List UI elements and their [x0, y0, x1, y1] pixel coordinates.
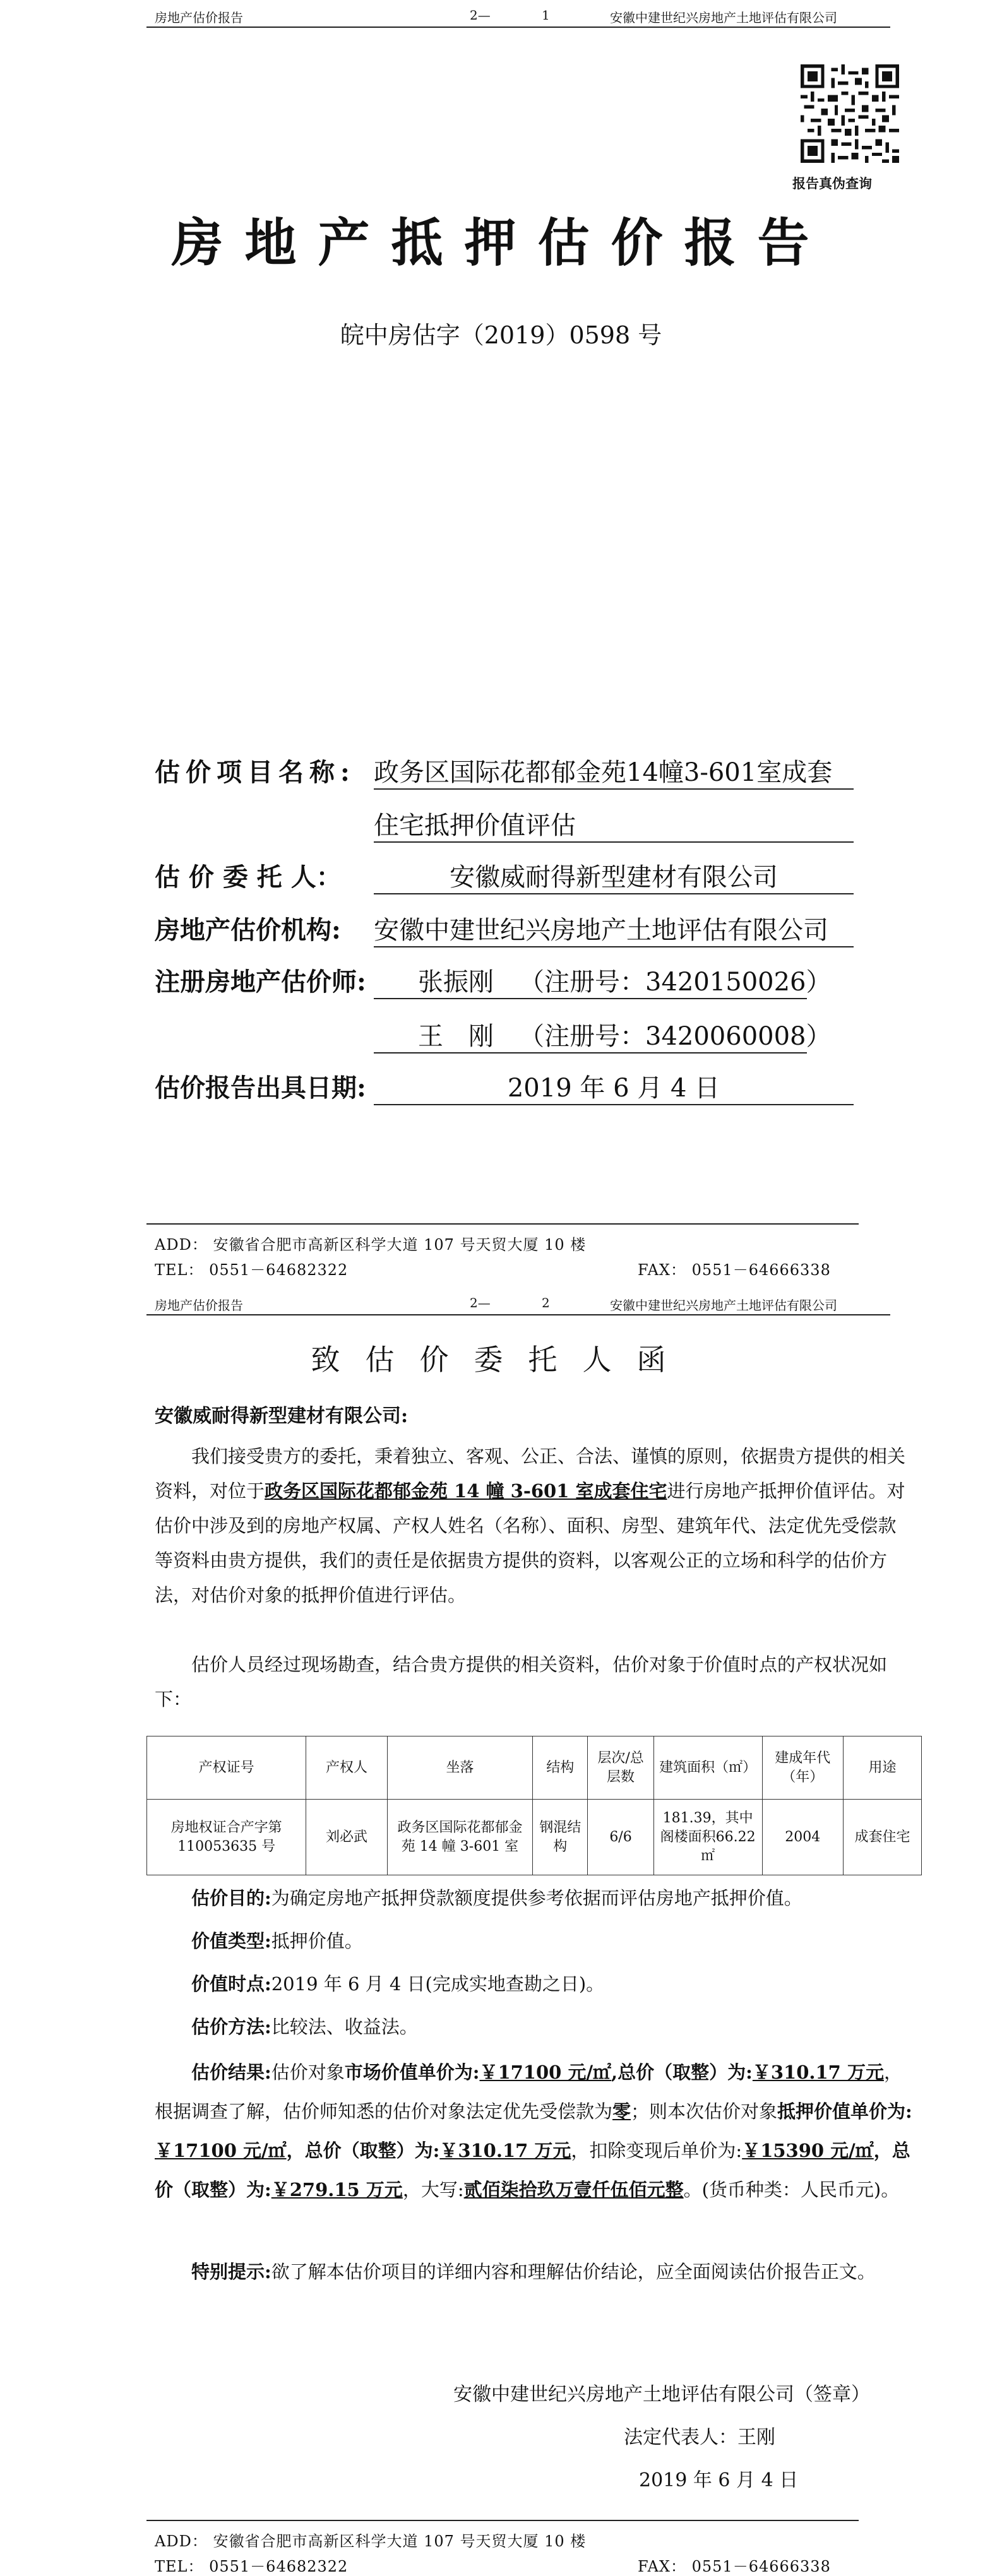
agency-label-row: [155, 910, 341, 946]
result-text: 抵押价值单价为:: [777, 2101, 912, 2122]
appraiser2-name: 王 刚: [418, 1022, 494, 1051]
date-value: 2019 年 6 月 4 日: [374, 1068, 854, 1105]
result-text: ，根据调查了解，估价师知悉的估价对象法定优先受偿款为: [155, 2062, 902, 2122]
value-date-label: 价值时点:: [191, 1973, 271, 1995]
signature-date: 2019 年 6 月 4 日: [639, 2469, 799, 2491]
agency-value: 安徽中建世纪兴房地产土地评估有限公司: [374, 910, 854, 947]
mortgage-unit-price: ￥17100 元/㎡: [155, 2140, 287, 2161]
page1-header-left: 房地产估价报告: [155, 10, 243, 25]
appraiser-label-row: [155, 962, 366, 998]
notice-label: 特别提示:: [191, 2261, 271, 2282]
page1-footer-tel: TEL： 0551－64682322: [155, 1261, 349, 1279]
table-row: [147, 1800, 922, 1875]
result-label: 估价结果:: [191, 2062, 271, 2083]
page2-footer-tel: TEL： 0551－64682322: [155, 2558, 349, 2575]
table-header-cell: 坐落: [387, 1736, 533, 1800]
paragraph-1: [155, 1439, 912, 1613]
document-number: 皖中房估字（2019）0598 号: [340, 321, 662, 349]
result-text: ,总价（取整）为:: [611, 2062, 753, 2083]
method-label: 估价方法:: [191, 2016, 271, 2038]
page2-header-right: 安徽中建世纪兴房地产土地评估有限公司: [610, 1298, 837, 1313]
notice-paragraph: [155, 2255, 912, 2289]
para1-text-a: 我们接受贵方的委托，秉着独立、客观、公正、合法、谨慎的原则，依据贵方提供的相关资料，对位于: [155, 1445, 906, 1502]
table-header-cell: 用途: [843, 1736, 921, 1800]
appraiser1-line: [374, 962, 832, 999]
appraiser1-name: 张振刚: [418, 968, 494, 997]
date-label-row: [155, 1068, 366, 1104]
table-cell: 房地权证合产字第110053635 号: [147, 1800, 306, 1875]
page2-header-left: 房地产估价报告: [155, 1298, 243, 1313]
page2-footer-rule: [146, 2520, 859, 2521]
market-unit-price: ￥17100 元/㎡: [479, 2062, 612, 2083]
table-header-cell: 产权证号: [147, 1736, 306, 1800]
signature-company: 安徽中建世纪兴房地产土地评估有限公司（签章）: [453, 2383, 870, 2406]
result-text: ；则本次估价对象: [631, 2101, 778, 2122]
page1-footer-fax: FAX： 0551－64666338: [638, 1261, 831, 1279]
client-label-row: [155, 857, 342, 893]
appraiser-label: 注册房地产估价师:: [155, 967, 366, 997]
signature-representative: 法定代表人：王刚: [624, 2426, 775, 2448]
project-value-line2: 住宅抵押价值评估: [374, 805, 854, 843]
table-header-cell: 层次/总层数: [588, 1736, 653, 1800]
letter-title: 致估价委托人函: [311, 1343, 691, 1377]
page1-footer-rule: [146, 1223, 859, 1225]
page2-header-page: 2—: [470, 1295, 491, 1310]
paragraph-2: 估价人员经过现场勘查，结合贵方提供的相关资料，估价对象于价值时点的产权状况如下：: [155, 1654, 888, 1710]
para1-text-c: 进行房地产抵押价值评估。对估价中涉及到的房地产权属、产权人姓名（名称）、面积、房型、建筑年代、法定优先受偿款等资料由贵方提供，我们的责任是依据贵方提供的资料，以客观公正的立场和科学的估价方法，对估价对象的抵押价值进行评估。: [155, 1480, 905, 1606]
table-cell: 成套住宅: [843, 1800, 921, 1875]
client-value: 安徽威耐得新型建材有限公司: [374, 857, 854, 894]
page1-header-page-num: 1: [542, 8, 550, 23]
qr-code-icon: [801, 64, 899, 163]
para1-property-address: 政务区国际花都郁金苑 14 幢 3-601 室成套住宅: [265, 1480, 667, 1502]
result-text: 。(货币种类：人民币元)。: [683, 2179, 900, 2200]
page2-footer-fax: FAX： 0551－64666338: [638, 2558, 831, 2575]
purpose-line: [155, 1881, 912, 1916]
mortgage-total-price: ￥310.17 万元: [439, 2140, 571, 2161]
result-text: ，扣除变现后单价为:: [571, 2140, 743, 2161]
report-title: 房地产抵押估价报告: [171, 213, 831, 273]
value-date-text: 2019 年 6 月 4 日(完成实地查勘之日)。: [271, 1973, 605, 1995]
method-line: [155, 2010, 912, 2045]
result-text: 市场价值单价为:: [344, 2062, 480, 2083]
table-header-cell: 建筑面积（㎡）: [653, 1736, 762, 1800]
table-cell: 2004: [762, 1800, 843, 1875]
result-text: ，总价（取整）为:: [155, 2140, 910, 2200]
table-header-row: [147, 1736, 922, 1800]
date-label: 估价报告出具日期:: [155, 1073, 366, 1103]
table-cell: 181.39，其中阁楼面积66.22㎡: [653, 1800, 762, 1875]
table-cell: 钢混结构: [533, 1800, 588, 1875]
page1-header-page: 2—: [470, 8, 491, 23]
agency-label: 房地产估价机构:: [155, 915, 341, 945]
table-header-cell: 建成年代（年）: [762, 1736, 843, 1800]
property-table: [146, 1736, 922, 1875]
page2-footer-address: ADD： 安徽省合肥市高新区科学大道 107 号天贸大厦 10 楼: [155, 2532, 587, 2550]
result-text: ，大写:: [402, 2179, 464, 2200]
realization-unit-price: ￥15390 元/㎡: [742, 2140, 874, 2161]
method-text: 比较法、收益法。: [271, 2016, 418, 2038]
page1-footer-address: ADD： 安徽省合肥市高新区科学大道 107 号天贸大厦 10 楼: [155, 1236, 587, 1254]
priority-payment: 零: [612, 2101, 631, 2122]
result-text: 估价对象: [271, 2062, 345, 2083]
page2-header-rule: [146, 1314, 890, 1315]
appraiser2-reg: （注册号：3420060008）: [519, 1022, 832, 1051]
table-cell: 刘必武: [306, 1800, 387, 1875]
client-label: 估 价 委 托 人：: [155, 862, 342, 892]
result-text: ，总价（取整）为:: [286, 2140, 440, 2161]
value-type-label: 价值类型:: [191, 1930, 271, 1952]
realization-total-price: ￥279.15 万元: [271, 2179, 403, 2200]
appraiser2-line: [374, 1016, 832, 1054]
market-total-price: ￥310.17 万元: [752, 2062, 884, 2083]
table-header-cell: 产权人: [306, 1736, 387, 1800]
purpose-label: 估价目的:: [191, 1887, 271, 1909]
value-date-line: [155, 1967, 912, 2002]
project-label-row: [155, 752, 355, 788]
page2-header-page-num: 2: [542, 1295, 550, 1310]
table-cell: 6/6: [588, 1800, 653, 1875]
qr-caption: 报告真伪查询: [792, 175, 872, 191]
purpose-text: 为确定房地产抵押贷款额度提供参考依据而评估房地产抵押价值。: [271, 1887, 802, 1909]
result-paragraph: [155, 2053, 912, 2209]
value-type-line: [155, 1924, 912, 1959]
table-cell: 政务区国际花都郁金苑 14 幢 3-601 室: [387, 1800, 533, 1875]
appraiser1-reg: （注册号：3420150026）: [519, 968, 832, 997]
page1-header-right: 安徽中建世纪兴房地产土地评估有限公司: [610, 10, 837, 25]
addressee: 安徽威耐得新型建材有限公司:: [155, 1405, 409, 1427]
value-type-text: 抵押价值。: [271, 1930, 363, 1952]
notice-text: 欲了解本估价项目的详细内容和理解估价结论，应全面阅读估价报告正文。: [271, 2261, 876, 2282]
table-header-cell: 结构: [533, 1736, 588, 1800]
amount-in-words: 贰佰柒拾玖万壹仟伍佰元整: [463, 2179, 684, 2200]
page1-header-rule: [146, 27, 890, 28]
project-label: 估价项目名称:: [155, 757, 355, 787]
project-value-line1: 政务区国际花都郁金苑14幢3-601室成套: [374, 752, 854, 790]
